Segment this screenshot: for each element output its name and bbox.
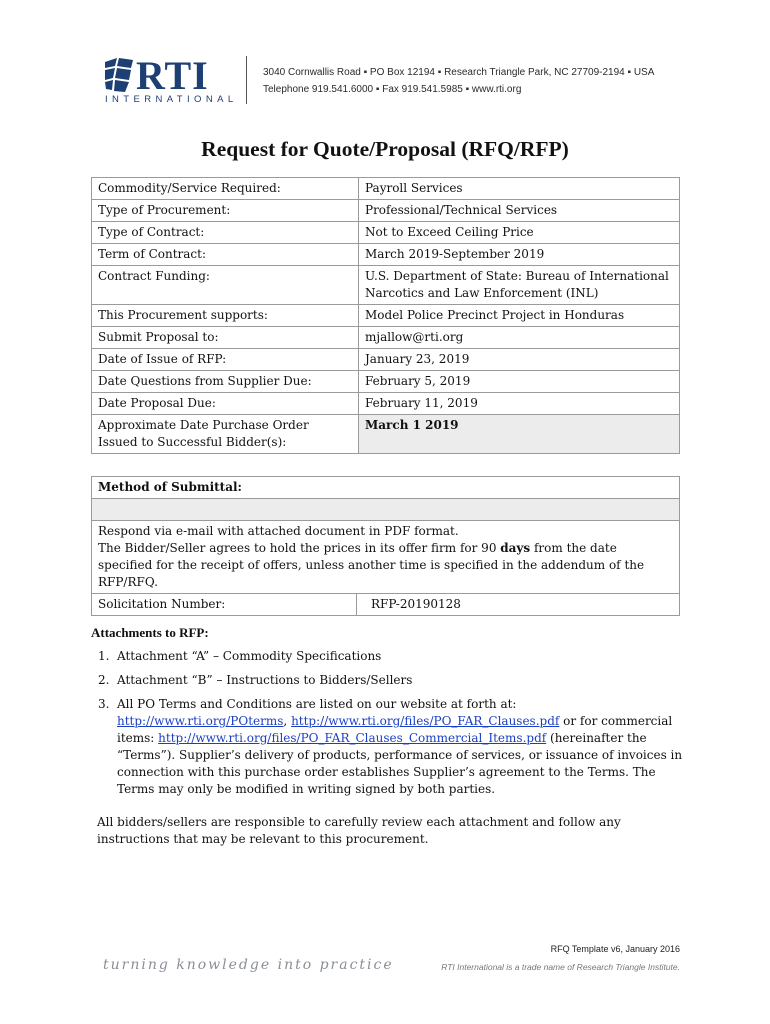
row-value: January 23, 2019 [359,349,680,371]
submittal-text: from the date specified for the receipt of offers, unless another time is specified in the addendum of the RFP/RFQ. [98,541,645,589]
table-row [92,266,680,305]
list-number: 2. [98,673,110,687]
row-value: February 5, 2019 [359,371,680,393]
row-label: Date Questions from Supplier Due: [92,371,359,393]
trade-name-note: RTI International is a trade name of Research Triangle Institute. [441,962,680,972]
table-row [92,327,680,349]
submittal-text: The Bidder/Seller agrees to hold the prices in its offer firm for 90 [98,541,501,555]
table-row [92,178,680,200]
submittal-table [91,476,680,616]
row-label: Type of Procurement: [92,200,359,222]
row-value: U.S. Department of State: Bureau of International Narcotics and Law Enforcement (INL) [359,266,680,305]
table-row [92,393,680,415]
table-row [92,521,680,594]
attachment-b: Attachment “B” – Instructions to Bidders/Sellers [117,673,413,687]
logo-subtitle: INTERNATIONAL [105,94,238,105]
row-label: Approximate Date Purchase Order Issued to Successful Bidder(s): [92,415,359,454]
submit-email: mjallow@rti.org [359,327,680,349]
far-clauses-link[interactable]: http://www.rti.org/files/PO_FAR_Clauses.pdf [291,714,560,728]
table-row [92,222,680,244]
terms-text: or for commercial items: [117,714,673,745]
row-value: Payroll Services [359,178,680,200]
attachments-heading: Attachments to RFP: [91,625,209,640]
submittal-instructions [92,521,680,594]
poterms-link[interactable]: http://www.rti.org/POterms [117,714,284,728]
row-label: Submit Proposal to: [92,327,359,349]
attachment-a: Attachment “A” – Commodity Specifications [117,649,382,663]
header-divider [246,56,247,104]
table-row [92,415,680,454]
page-title: Request for Quote/Proposal (RFQ/RFP) [201,137,569,161]
rfq-details-table [91,177,680,454]
submittal-line1: Respond via e-mail with attached document in PDF format. [98,524,459,538]
row-value: Model Police Precinct Project in Honduras [359,305,680,327]
table-row [92,305,680,327]
solicitation-label: Solicitation Number: [92,594,357,616]
list-item [98,648,683,665]
row-label: Term of Contract: [92,244,359,266]
submittal-heading: Method of Submittal: [92,477,680,499]
row-value: Not to Exceed Ceiling Price [359,222,680,244]
row-label: Type of Contract: [92,222,359,244]
table-row [92,499,680,521]
table-row [92,594,680,616]
terms-text: All PO Terms and Conditions are listed on our website at forth at: [117,697,517,711]
table-row [92,244,680,266]
submittal-line2 [98,540,673,591]
rti-logo [103,53,238,106]
table-row [92,200,680,222]
list-item [98,672,683,689]
header-contact: Telephone 919.541.6000 ▪ Fax 919.541.5985 ▪ www.rti.org [263,84,522,95]
terms-text: , [283,714,288,728]
row-label: Contract Funding: [92,266,359,305]
closing-paragraph: All bidders/sellers are responsible to carefully review each attachment and follow any instructions that may be relevant to this procurement. [97,815,621,846]
blank-shaded-row [92,499,680,521]
list-item [98,696,683,798]
row-label: Date Proposal Due: [92,393,359,415]
attachments-list [98,648,683,805]
solicitation-number: RFP-20190128 [357,594,680,616]
logo-wordmark: RTI [136,53,209,98]
row-value: March 2019-September 2019 [359,244,680,266]
table-row [92,371,680,393]
list-number: 3. [98,697,110,711]
row-value: Professional/Technical Services [359,200,680,222]
template-version: RFQ Template v6, January 2016 [550,944,680,954]
rti-globe-icon [103,56,135,94]
row-label: Commodity/Service Required: [92,178,359,200]
footer-tagline: turning knowledge into practice [103,957,394,973]
header-address: 3040 Cornwallis Road ▪ PO Box 12194 ▪ Research Triangle Park, NC 27709-2194 ▪ USA [263,67,655,78]
list-number: 1. [98,649,110,663]
far-commercial-link[interactable]: http://www.rti.org/files/PO_FAR_Clauses_Commercial_Items.pdf [158,731,547,745]
row-value: March 1 2019 [359,415,680,454]
row-label: Date of Issue of RFP: [92,349,359,371]
row-label: This Procurement supports: [92,305,359,327]
row-value: February 11, 2019 [359,393,680,415]
terms-text: (hereinafter the “Terms”). Supplier’s delivery of products, performance of services, or issuance of invoices in connection with this purchase order establishes Supplier’s agreement to the Terms. The Terms may only be modified in writing signed by both parties. [117,731,683,796]
table-row [92,349,680,371]
table-row [92,477,680,499]
submittal-days: days [500,541,531,555]
